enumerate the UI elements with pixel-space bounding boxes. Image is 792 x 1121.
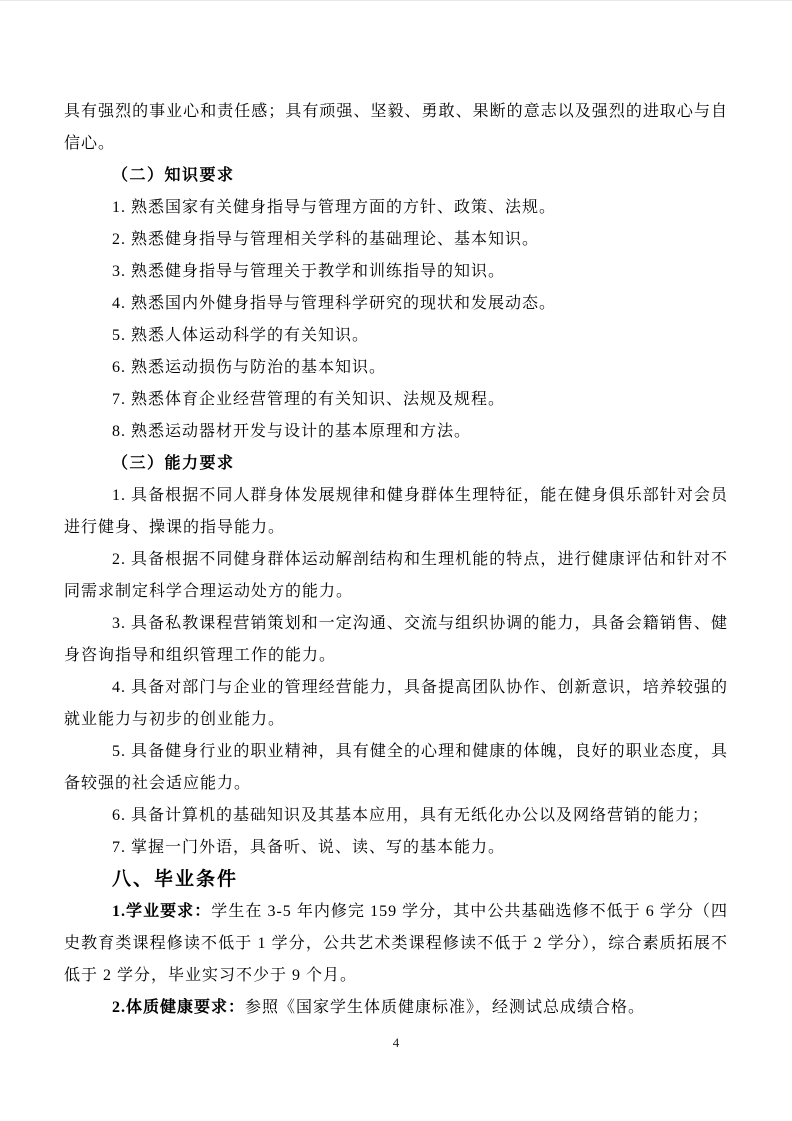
ability-item: 2. 具备根据不同健身群体运动解剖结构和生理机能的特点，进行健康评估和针对不同需求制定科学合理运动处方的能力。 <box>64 551 728 600</box>
knowledge-item: 5. 熟悉人体运动科学的有关知识。 <box>112 327 370 344</box>
knowledge-item: 4. 熟悉国内外健身指导与管理科学研究的现状和发展动态。 <box>112 295 557 312</box>
document-body <box>64 96 728 1024</box>
graduation-item-label: 1.学业要求： <box>112 903 212 920</box>
knowledge-item: 2. 熟悉健身指导与管理相关学科的基础理论、基本知识。 <box>112 231 540 248</box>
page-footer <box>0 1033 792 1053</box>
knowledge-item: 3. 熟悉健身指导与管理关于教学和训练指导的知识。 <box>112 263 506 280</box>
graduation-item <box>64 992 728 1024</box>
ability-item: 1. 具备根据不同人群身体发展规律和健身群体生理特征，能在健身俱乐部针对会员进行健身、操课的指导能力。 <box>64 487 728 536</box>
ability-item: 3. 具备私教课程营销策划和一定沟通、交流与组织协调的能力，具备会籍销售、健身咨询指导和组织管理工作的能力。 <box>64 615 728 664</box>
ability-item: 4. 具备对部门与企业的管理经营能力，具备提高团队协作、创新意识，培养较强的就业能力与初步的创业能力。 <box>64 679 728 728</box>
section-heading-ability: （三）能力要求 <box>112 455 235 472</box>
knowledge-item: 7. 熟悉体育企业经营管理的有关知识、法规及规程。 <box>112 391 506 408</box>
knowledge-item: 8. 熟悉运动器材开发与设计的基本原理和方法。 <box>112 423 472 440</box>
knowledge-item: 1. 熟悉国家有关健身指导与管理方面的方针、政策、法规。 <box>112 199 557 216</box>
knowledge-item: 6. 熟悉运动损伤与防治的基本知识。 <box>112 359 387 376</box>
graduation-item <box>64 896 728 992</box>
ability-item: 7. 掌握一门外语，具备听、说、读、写的基本能力。 <box>112 839 506 856</box>
paragraph-continuation: 具有强烈的事业心和责任感；具有顽强、坚毅、勇敢、果断的意志以及强烈的进取心与自信心。 <box>64 103 728 152</box>
page-number: 4 <box>392 1035 400 1050</box>
ability-item: 5. 具备健身行业的职业精神，具有健全的心理和健康的体魄，良好的职业态度，具备较强的社会适应能力。 <box>64 743 728 792</box>
graduation-item-text: 学生在 3-5 年内修完 159 学分，其中公共基础选修不低于 6 学分（四史教育类课程修读不低于 1 学分，公共艺术类课程修读不低于 2 学分），综合素质拓展不低于 2 学分，毕业实习不少于 9 个月。 <box>64 903 728 984</box>
chapter-heading-graduation: 八、毕业条件 <box>112 869 239 890</box>
graduation-item-label: 2.体质健康要求： <box>112 999 246 1016</box>
section-heading-knowledge: （二）知识要求 <box>112 167 235 184</box>
ability-item: 6. 具备计算机的基础知识及其基本应用，具有无纸化办公以及网络营销的能力； <box>112 807 710 824</box>
graduation-item-text: 参照《国家学生体质健康标准》，经测试总成绩合格。 <box>245 999 646 1016</box>
